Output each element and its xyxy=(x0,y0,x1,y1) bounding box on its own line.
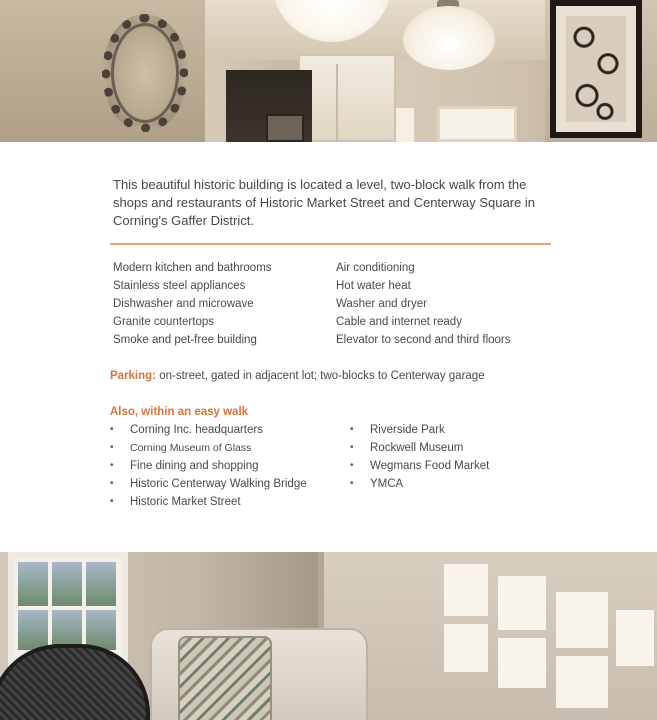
parking-label: Parking: xyxy=(110,370,157,382)
walk-item xyxy=(350,421,560,439)
sunlight-patch xyxy=(444,564,488,616)
walk-item xyxy=(110,493,345,511)
artwork-mat xyxy=(556,6,636,132)
bullet-icon: • xyxy=(110,424,114,435)
bullet-icon: • xyxy=(110,460,114,471)
divider-rule xyxy=(110,243,551,245)
sunlight-patch xyxy=(444,624,488,672)
walk-item-label: Riverside Park xyxy=(370,424,445,436)
feature-item: Air conditioning xyxy=(336,262,415,274)
sunlight-patch xyxy=(616,610,654,666)
walk-item-label: Wegmans Food Market xyxy=(370,460,490,472)
doorway xyxy=(298,54,396,142)
window-pane xyxy=(52,562,82,606)
bullet-icon: • xyxy=(350,424,354,435)
walk-item-label: Historic Market Street xyxy=(130,496,241,508)
framed-artwork xyxy=(550,0,642,138)
parking-text: on-street, gated in adjacent lot; two-blocks to Centerway garage xyxy=(156,370,485,382)
bottom-interior-photo xyxy=(0,552,657,720)
throw-pillow xyxy=(178,636,272,720)
sunlight-patch xyxy=(498,638,546,688)
feature-item: Granite countertops xyxy=(113,316,215,328)
feature-item: Smoke and pet-free building xyxy=(113,334,257,346)
bullet-icon: • xyxy=(110,496,114,507)
walk-item xyxy=(110,457,345,475)
feature-item: Dishwasher and microwave xyxy=(113,298,254,310)
sunlight-patch xyxy=(498,576,546,630)
features-column-right xyxy=(336,259,551,349)
walk-item xyxy=(350,457,560,475)
walk-item xyxy=(110,421,345,439)
walk-item xyxy=(110,439,345,457)
sunlight-patch xyxy=(556,592,608,648)
artwork-pattern xyxy=(566,16,626,122)
top-interior-photo xyxy=(0,0,657,142)
walk-item-label: Fine dining and shopping xyxy=(130,460,259,472)
window-pane xyxy=(86,562,116,606)
picture-frame xyxy=(266,114,304,142)
sunlight-patch xyxy=(556,656,608,708)
feature-item: Hot water heat xyxy=(336,280,411,292)
window xyxy=(396,108,414,142)
walk-item-label: Corning Inc. headquarters xyxy=(130,424,263,436)
feature-item: Cable and internet ready xyxy=(336,316,462,328)
walk-item-label: Historic Centerway Walking Bridge xyxy=(130,478,307,490)
feature-item: Washer and dryer xyxy=(336,298,427,310)
walk-item xyxy=(350,439,560,457)
walk-column-left xyxy=(110,421,345,511)
walk-item-label: Rockwell Museum xyxy=(370,442,464,454)
walk-item-label: Corning Museum of Glass xyxy=(130,442,252,454)
door-edge xyxy=(336,64,338,142)
window xyxy=(437,106,517,142)
walk-item xyxy=(110,475,345,493)
bullet-icon: • xyxy=(350,460,354,471)
feature-item: Stainless steel appliances xyxy=(113,280,246,292)
window-pane xyxy=(18,610,48,650)
features-column-left xyxy=(113,259,328,349)
bullet-icon: • xyxy=(350,478,354,489)
walk-item xyxy=(350,475,560,493)
bullet-icon: • xyxy=(110,478,114,489)
walk-column-right xyxy=(350,421,560,493)
feature-item: Modern kitchen and bathrooms xyxy=(113,262,272,274)
intro-paragraph: This beautiful historic building is located a level, two-block walk from the shops and restaurants of Historic Market Street and Centerway Square in Corning's Gaffer District. xyxy=(113,177,535,228)
tv-screen xyxy=(226,70,312,142)
window-pane xyxy=(18,562,48,606)
walk-item-label: YMCA xyxy=(370,478,404,490)
walk-heading: Also, within an easy walk xyxy=(110,406,249,418)
ceiling-lamp xyxy=(403,6,495,70)
sunburst-mirror xyxy=(102,14,188,132)
parking-info xyxy=(110,368,560,384)
feature-item: Elevator to second and third floors xyxy=(336,334,511,346)
bullet-icon: • xyxy=(110,442,114,453)
bullet-icon: • xyxy=(350,442,354,453)
